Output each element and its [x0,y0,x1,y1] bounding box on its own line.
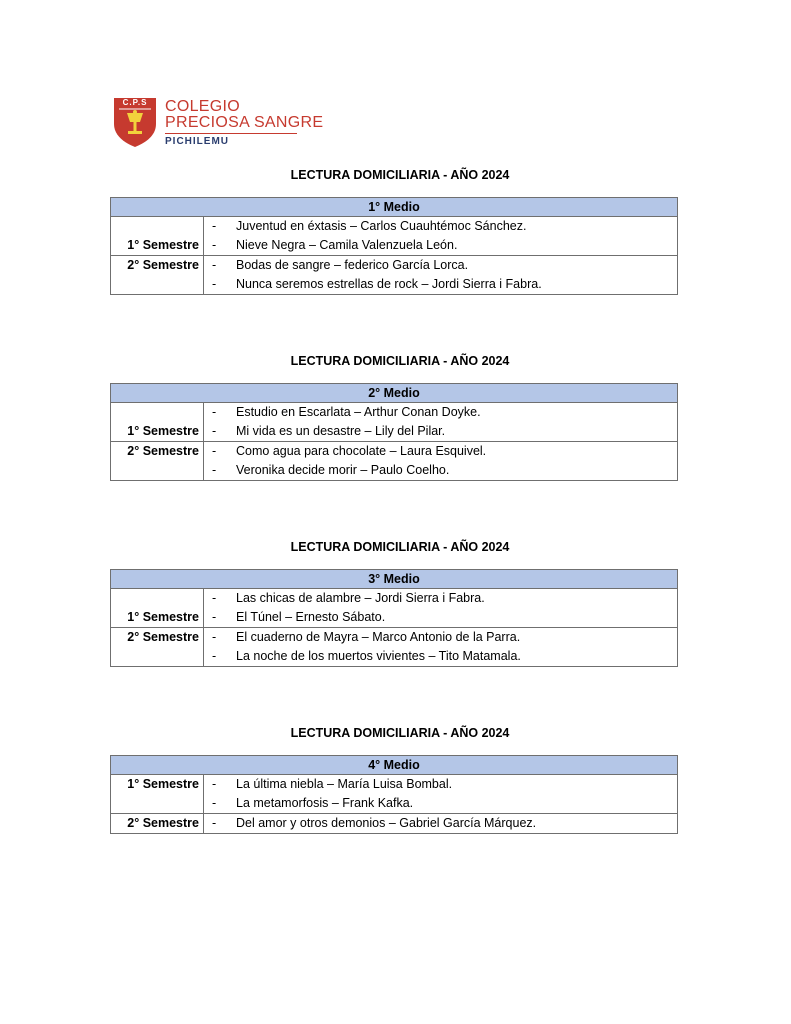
semester-label [111,628,204,667]
semester-label [111,589,204,628]
semester-label-text: 2° Semestre [127,816,199,830]
book-title: Las chicas de alambre – Jordi Sierra i Fabra. [236,591,485,605]
grade-header: 3° Medio [111,570,678,589]
book-title: La noche de los muertos vivientes – Tito Matamala. [236,649,521,663]
semester-label [111,442,204,481]
book-title: Veronika decide morir – Paulo Coelho. [236,463,450,477]
book-title: Del amor y otros demonios – Gabriel García Márquez. [236,816,537,830]
semester-label [111,403,204,442]
book-title: El cuaderno de Mayra – Marco Antonio de la Parra. [236,630,521,644]
semester-label-text: 2° Semestre [127,444,199,458]
list-item: - Bodas de sangre – federico García Lorca. [210,256,677,275]
list-item: - Veronika decide morir – Paulo Coelho. [210,461,677,480]
list-item: - Del amor y otros demonios – Gabriel García Márquez. [210,814,677,833]
list-item: - El cuaderno de Mayra – Marco Antonio de la Parra. [210,628,677,647]
book-title: Nunca seremos estrellas de rock – Jordi Sierra i Fabra. [236,277,542,291]
logo-divider [165,133,297,134]
book-title: Nieve Negra – Camila Valenzuela León. [236,238,458,252]
logo-line1: COLEGIO [165,98,241,115]
books-cell [204,628,678,667]
grade-header: 2° Medio [111,384,678,403]
semester-label [111,217,204,256]
list-item: - La última niebla – María Luisa Bombal. [210,775,677,794]
reading-table [110,197,678,295]
list-item: - Como agua para chocolate – Laura Esquivel. [210,442,677,461]
semester-label [111,775,204,814]
list-item: - La noche de los muertos vivientes – Tito Matamala. [210,647,677,666]
books-cell [204,775,678,814]
book-title: La metamorfosis – Frank Kafka. [236,796,414,810]
books-cell [204,442,678,481]
block-title: LECTURA DOMICILIARIA - AÑO 2024 [290,726,510,740]
semester-label-text: 1° Semestre [127,424,199,438]
books-cell [204,403,678,442]
book-title: La última niebla – María Luisa Bombal. [236,777,453,791]
semester-label-text: 1° Semestre [127,777,199,791]
books-cell [204,814,678,834]
semester-label-text: 2° Semestre [127,630,199,644]
books-cell [204,256,678,295]
list-item: - El Túnel – Ernesto Sábato. [210,608,677,627]
semester-label [111,256,204,295]
book-title: Juventud en éxtasis – Carlos Cuauhtémoc Sánchez. [236,219,527,233]
book-title: Estudio en Escarlata – Arthur Conan Doyke. [236,405,481,419]
book-title: Mi vida es un desastre – Lily del Pilar. [236,424,446,438]
reading-table [110,755,678,834]
semester-label-text: 1° Semestre [127,238,199,252]
list-item: - Nieve Negra – Camila Valenzuela León. [210,236,677,255]
grade-header: 1° Medio [111,198,678,217]
list-item: - Nunca seremos estrellas de rock – Jordi Sierra i Fabra. [210,275,677,294]
logo-city: PICHILEMU [165,136,229,147]
list-item: - Estudio en Escarlata – Arthur Conan Doyke. [210,403,677,422]
reading-table [110,383,678,481]
grade-header: 4° Medio [111,756,678,775]
book-title: Como agua para chocolate – Laura Esquivel. [236,444,487,458]
logo-initials: C.P.S [122,98,148,107]
list-item: - Las chicas de alambre – Jordi Sierra i Fabra. [210,589,677,608]
logo-line2: PRECIOSA SANGRE [165,114,324,131]
list-item: - Juventud en éxtasis – Carlos Cuauhtémoc Sánchez. [210,217,677,236]
school-logo [111,96,324,152]
block-title: LECTURA DOMICILIARIA - AÑO 2024 [290,540,510,554]
semester-label-text: 1° Semestre [127,610,199,624]
list-item: - Mi vida es un desastre – Lily del Pilar. [210,422,677,441]
semester-label-text: 2° Semestre [127,258,199,272]
block-title: LECTURA DOMICILIARIA - AÑO 2024 [290,354,510,368]
books-cell [204,217,678,256]
book-title: Bodas de sangre – federico García Lorca. [236,258,469,272]
reading-table [110,569,678,667]
semester-label [111,814,204,834]
block-title: LECTURA DOMICILIARIA - AÑO 2024 [290,168,510,182]
list-item: - La metamorfosis – Frank Kafka. [210,794,677,813]
book-title: El Túnel – Ernesto Sábato. [236,610,386,624]
books-cell [204,589,678,628]
